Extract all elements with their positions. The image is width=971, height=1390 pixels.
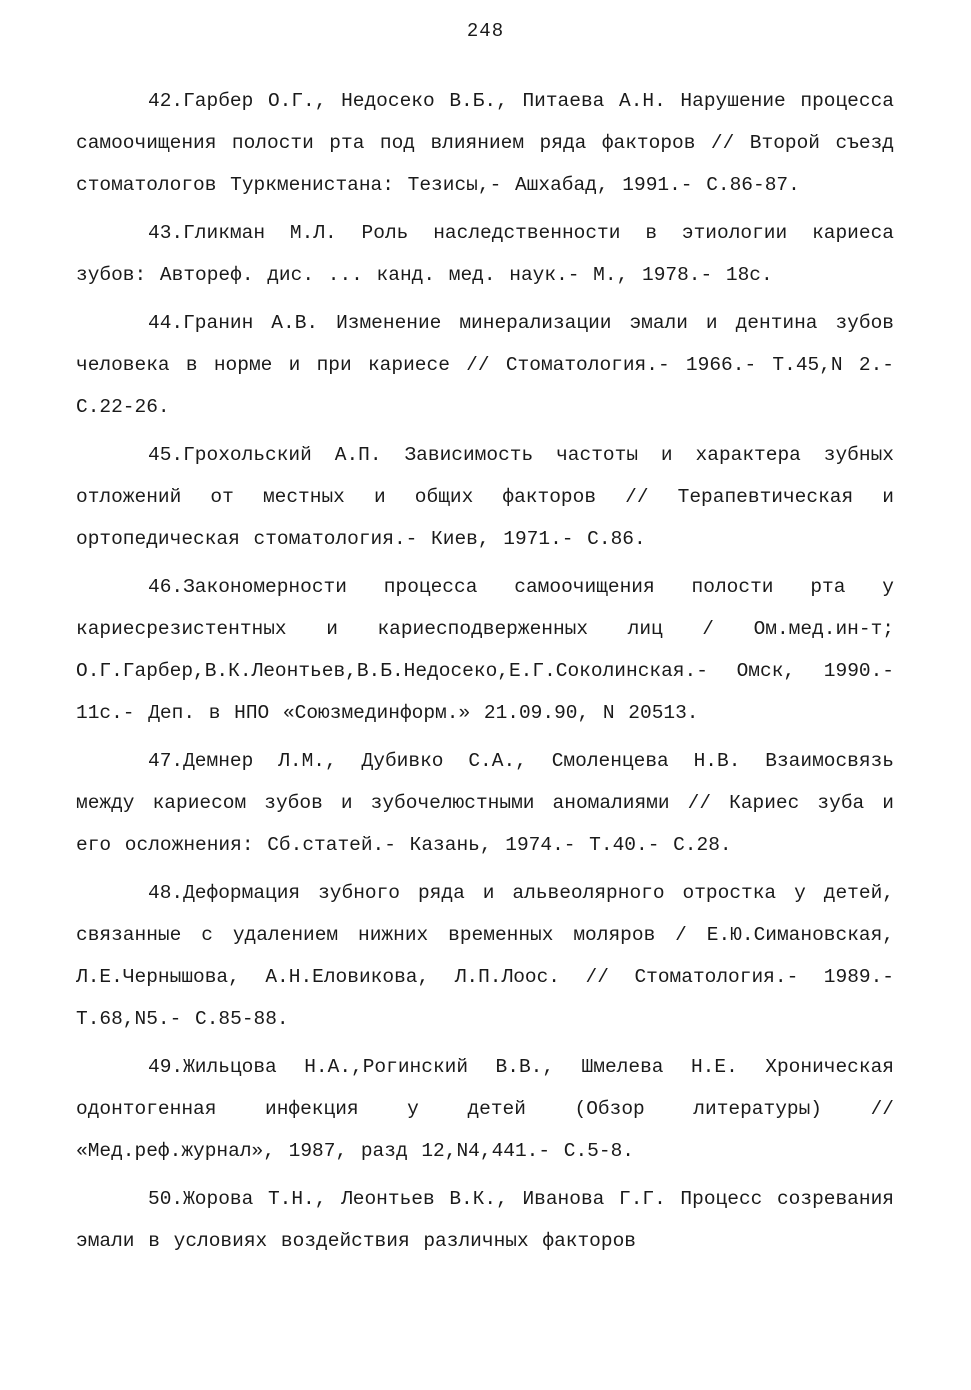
page-number: 248 bbox=[466, 20, 505, 42]
reference-item-43: 43.Гликман М.Л. Роль наследственности в этиологии кариеса зубов: Автореф. дис. ... канд. мед. наук.- М., 1978.- 18с. bbox=[76, 222, 894, 286]
reference-item-45: 45.Грохольский А.П. Зависимость частоты и характера зубных отложений от местных и общих факторов // Терапевтическая и ортопедическая стоматология.- Киев, 1971.- С.86. bbox=[76, 444, 894, 550]
reference-item-42: 42.Гарбер О.Г., Недосеко В.Б., Питаева А.Н. Нарушение процесса самоочищения полости рта под влиянием ряда факторов // Второй съезд стоматологов Туркменистана: Тезисы,- Ашхабад, 1991.- С.86-87. bbox=[76, 90, 894, 196]
reference-item-48: 48.Деформация зубного ряда и альвеолярного отростка у детей, связанные с удалением нижних временных моляров / Е.Ю.Симановская, Л.Е.Чернышова, А.Н.Еловикова, Л.П.Лоос. // Стоматология.- 1989.- Т.68,N5.- С.85-88. bbox=[76, 882, 894, 1030]
reference-item-50: 50.Жорова Т.Н., Леонтьев В.К., Иванова Г.Г. Процесс созревания эмали в условиях воздействия различных факторов bbox=[76, 1188, 894, 1252]
reference-item-49: 49.Жильцова Н.А.,Рогинский В.В., Шмелева Н.Е. Хроническая одонтогенная инфекция у детей (Обзор литературы) // «Мед.реф.журнал», 1987, разд 12,N4,441.- С.5-8. bbox=[76, 1056, 894, 1162]
reference-item-46: 46.Закономерности процесса самоочищения полости рта у кариесрезистентных и кариесподверженных лиц / Ом.мед.ин-т; О.Г.Гарбер,В.К.Леонтьев,В.Б.Недосеко,Е.Г.Соколинская.- Омск, 1990.- 11с.- Деп. в НПО «Союзмединформ.» 21.09.90, N 20513. bbox=[76, 576, 894, 724]
reference-item-44: 44.Гранин А.В. Изменение минерализации эмали и дентина зубов человека в норме и при кариесе // Стоматология.- 1966.- Т.45,N 2.- С.22-26. bbox=[76, 312, 894, 418]
reference-list bbox=[76, 80, 894, 1268]
reference-item-47: 47.Демнер Л.М., Дубивко С.А., Смоленцева Н.В. Взаимосвязь между кариесом зубов и зубочелюстными аномалиями // Кариес зуба и его осложнения: Сб.статей.- Казань, 1974.- Т.40.- С.28. bbox=[76, 750, 894, 856]
